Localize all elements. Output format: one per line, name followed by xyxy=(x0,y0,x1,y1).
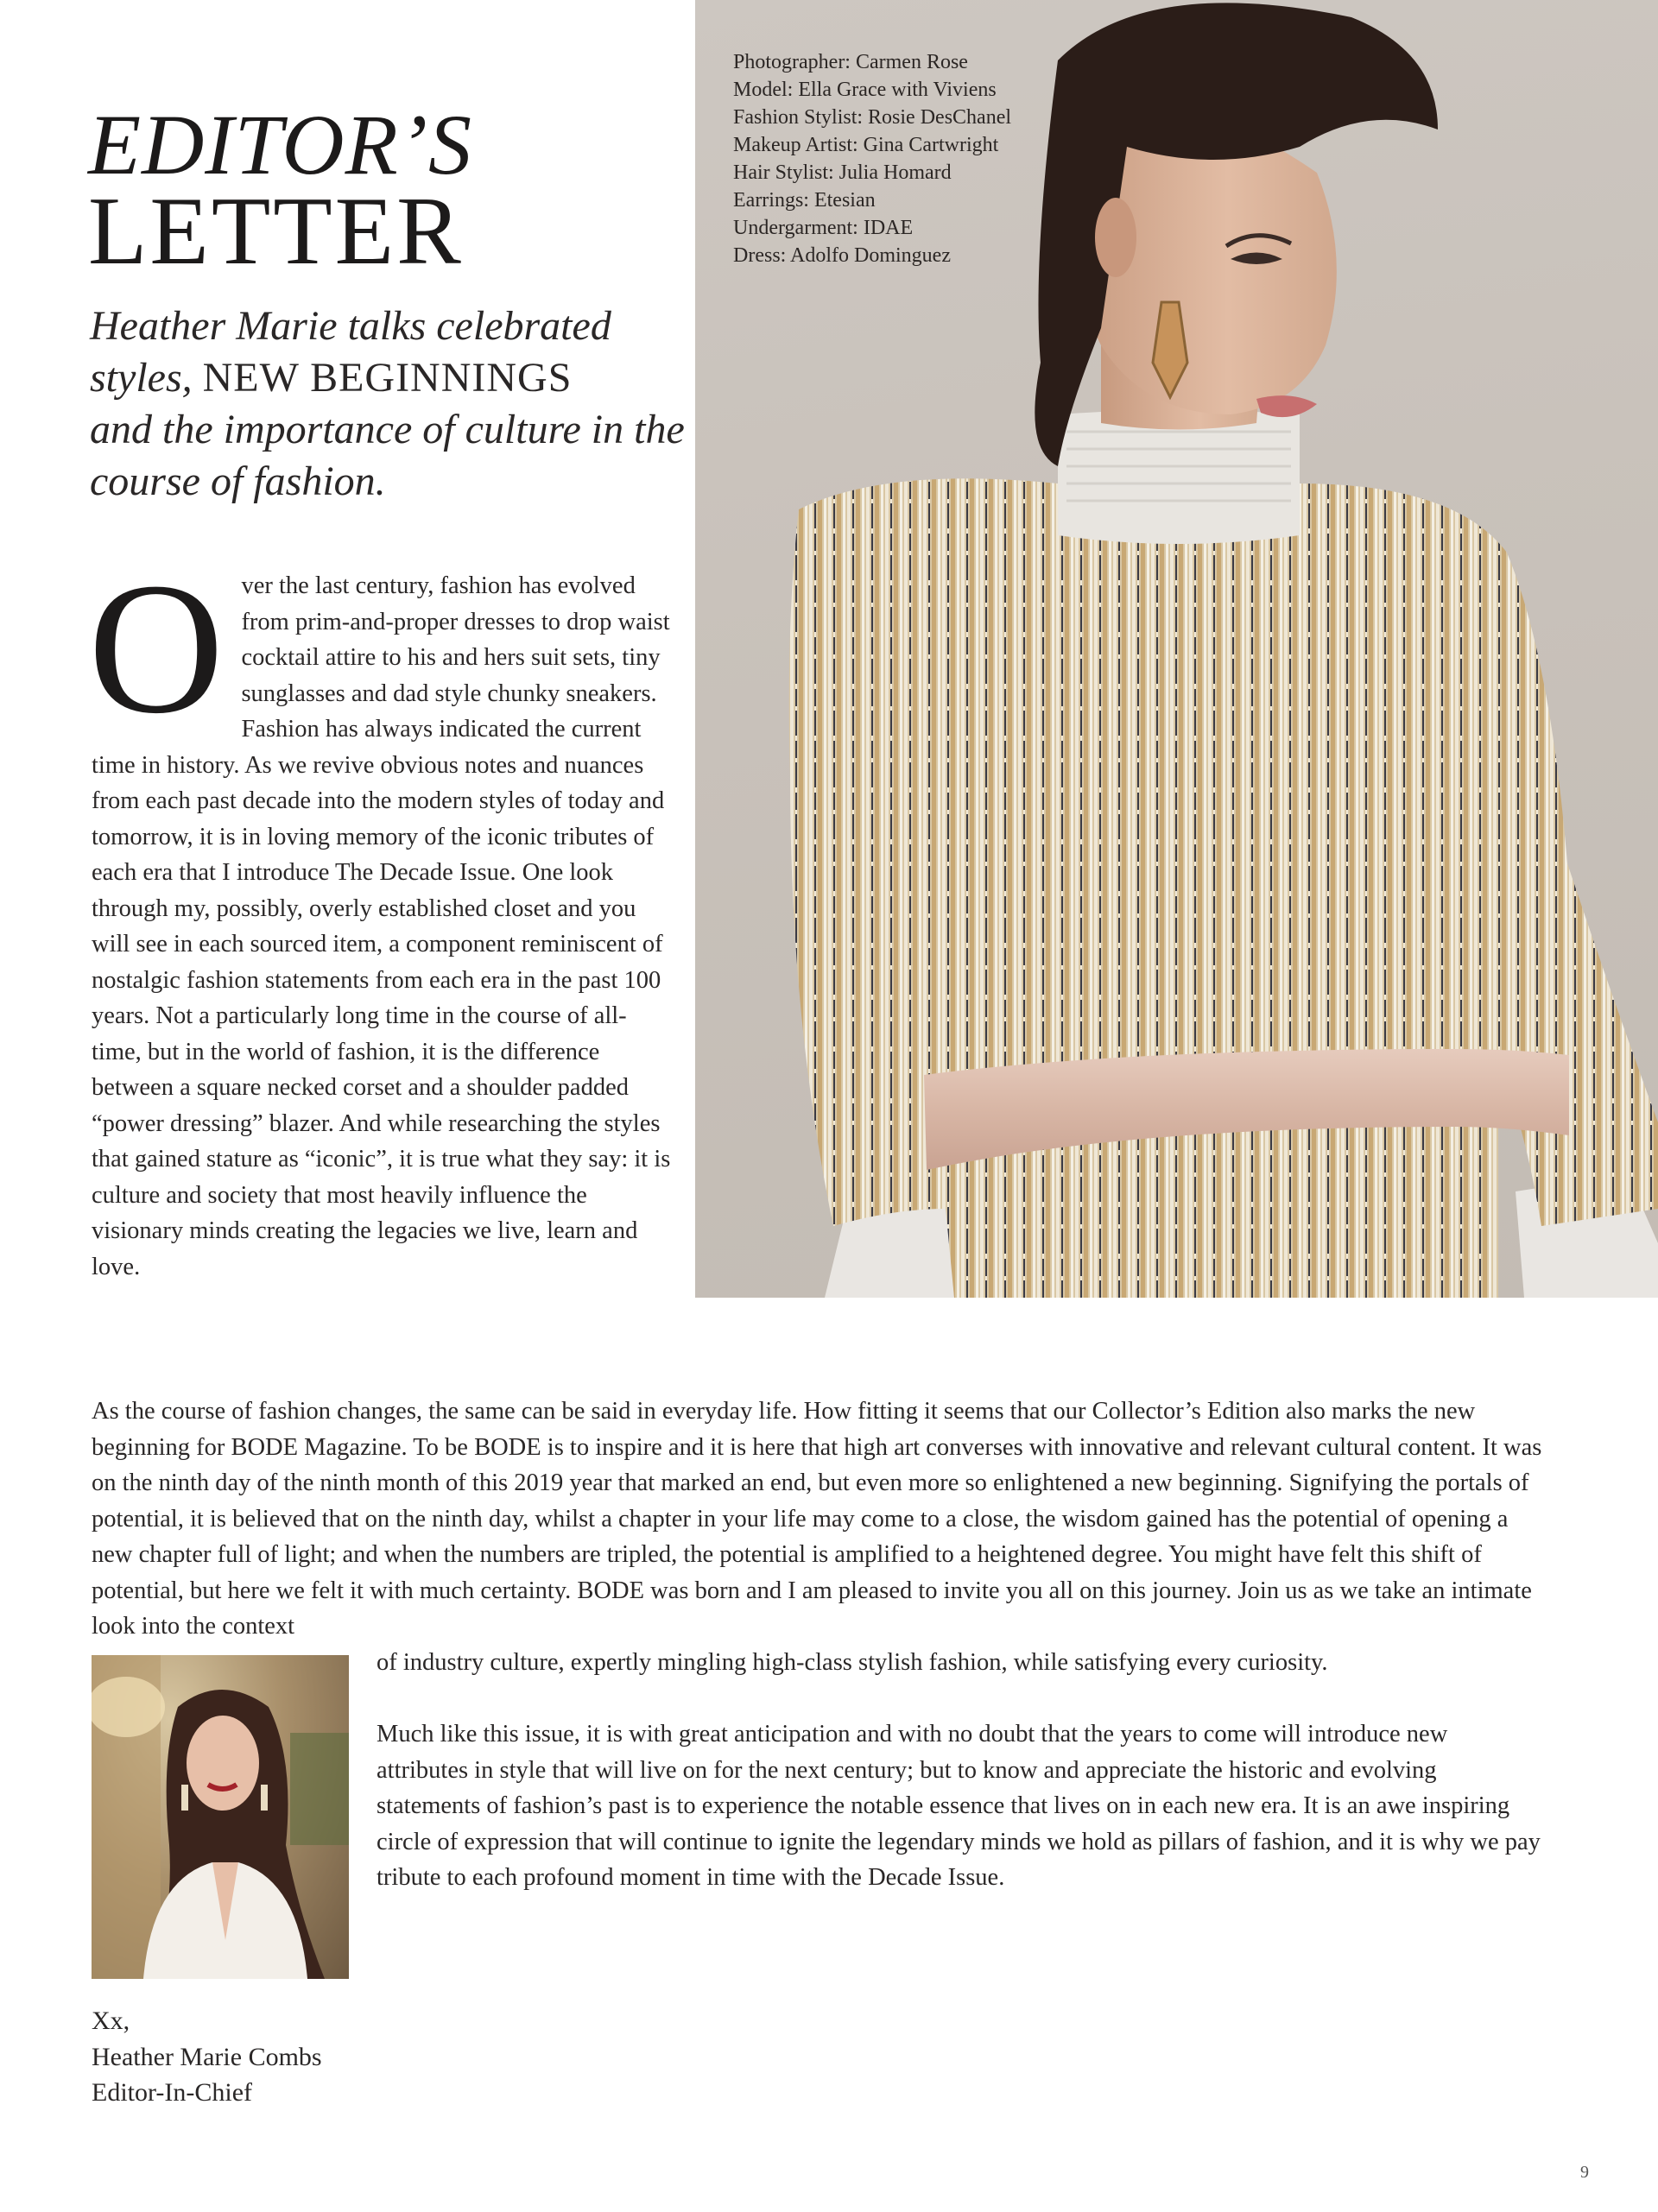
body-paragraph-2-continued: of industry culture, expertly mingling high-class stylish fashion, while satisfying every curiosity. xyxy=(377,1649,1328,1676)
page-number: 9 xyxy=(1580,2163,1589,2182)
article-deck xyxy=(90,300,694,508)
credit-photographer: Photographer: Carmen Rose xyxy=(733,51,968,73)
signature-role: Editor-In-Chief xyxy=(92,2078,253,2107)
signature-closing: Xx, xyxy=(92,2007,130,2035)
fashion-photo xyxy=(695,0,1658,1298)
author-portrait xyxy=(92,1655,349,1979)
credit-makeup-artist: Makeup Artist: Gina Cartwright xyxy=(733,134,999,156)
deck-part-2: and the importance of culture in the course of fashion. xyxy=(90,407,685,504)
title-line-2: LETTER xyxy=(88,178,464,285)
credit-undergarment: Undergarment: IDAE xyxy=(733,217,914,239)
signature-name: Heather Marie Combs xyxy=(92,2042,322,2071)
paragraph-1-text: ver the last century, fashion has evolved from prim-and-proper dresses to drop waist cocktail attire to his and hers suit sets, tiny sunglasses and dad style chunky sneakers. Fashion has always indicated the current time in history. As we revive obvious notes and nuances from each past decade into the modern styles of today and tomorrow, it is in loving memory of the iconic tributes of each era that I introduce The Decade Issue. One look through my, possibly, overly established closet and you will see in each sourced item, a component reminiscent of nostalgic fashion statements from each era in the past 100 years. Not a particularly long time in the course of all-time, but in the world of fashion, it is the difference between a square necked corset and a shoulder padded “power dressing” blazer. And while researching the styles that gained stature as “iconic”, it is true what they say: it is culture and society that most heavily influence the visionary minds creating the legacies we live, learn and love. xyxy=(92,572,671,1280)
credit-hair-stylist: Hair Stylist: Julia Homard xyxy=(733,161,952,184)
page-title xyxy=(88,97,693,285)
body-paragraph-2: As the course of fashion changes, the same can be said in everyday life. How fitting it seems that our Collector’s Edition also marks the new beginning for BODE Magazine. To be BODE is to inspire and it is here that high art converses with innovative and relevant cultural content. It was on the ninth day of the ninth month of this 2019 year that marked an end, but even more so enlightened a new beginning. Signifying the portals of potential, it is believed that on the ninth day, whilst a chapter in your life may come to a close, the wisdom gained has the potential of opening a new chapter full of light; and when the numbers are tripled, the potential is amplified to a heightened degree. You might have felt this shift of potential, but here we felt it with much certainty. BODE was born and I am pleased to invite you all on this journey. Join us as we take an intimate look into the context xyxy=(92,1398,1542,1640)
credit-model: Model: Ella Grace with Viviens xyxy=(733,79,997,101)
credit-dress: Dress: Adolfo Dominguez xyxy=(733,244,951,267)
drop-cap: O xyxy=(88,545,225,753)
body-paragraph-3: Much like this issue, it is with great anticipation and with no doubt that the years to come will introduce new attributes in style that will live on for the next century; but to know and appreciate the historic and evolving statements of fashion’s past is to experience the notable essence that lives on in each new era. It is an awe inspiring circle of expression that will continue to ignite the legendary minds we hold as pillars of fashion, and it is why we pay tribute to each profound moment in time with the Decade Issue. xyxy=(377,1721,1541,1891)
deck-part-1: Heather Marie talks celebrated styles, xyxy=(90,303,611,401)
credit-earrings: Earrings: Etesian xyxy=(733,189,876,212)
title-line-1: EDITOR’S xyxy=(88,97,473,193)
photo-credits xyxy=(733,48,1011,269)
credit-fashion-stylist: Fashion Stylist: Rosie DesChanel xyxy=(733,106,1012,129)
portrait-illustration xyxy=(92,1655,349,1979)
deck-caps: NEW BEGINNINGS xyxy=(202,355,573,401)
body-paragraph-1 xyxy=(88,545,675,1285)
signature-block xyxy=(92,2003,322,2111)
